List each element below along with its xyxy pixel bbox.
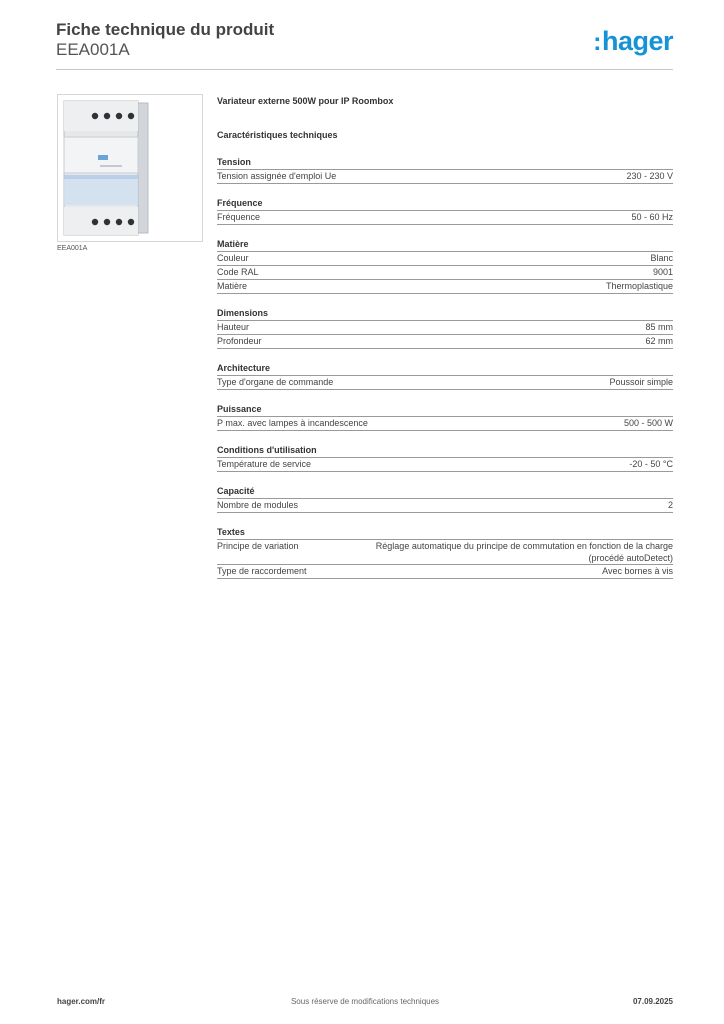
section-textes [217,527,673,579]
spec-row [217,266,673,280]
spec-label: P max. avec lampes à incandescence [217,418,368,428]
spec-value: 62 mm [645,336,673,346]
spec-label: Température de service [217,459,312,469]
spec-label: Principe de variation [217,541,299,551]
spec-row [217,280,673,294]
spec-label: Tension assignée d'emploi Ue [217,171,337,181]
spec-label: Hauteur [217,322,250,332]
spec-row [217,321,673,335]
section-conditions [217,445,673,472]
spec-row [217,170,673,184]
footer-date: 07.09.2025 [632,997,673,1006]
section-title: Puissance [217,404,673,417]
product-description: Variateur externe 500W pour IP Roombox [217,96,394,106]
spec-label: Type d'organe de commande [217,377,334,387]
section-dimensions [217,308,673,349]
spec-value: 50 - 60 Hz [631,212,673,222]
spec-content [217,96,673,579]
dimmer-module-icon [58,95,202,241]
spec-value: Blanc [650,253,673,263]
spec-value: 2 [667,500,673,510]
spec-value: 500 - 500 W [623,418,673,428]
section-title: Conditions d'utilisation [217,445,673,458]
logo-dots-icon: : [593,28,601,56]
spec-row [217,458,673,472]
spec-label: Nombre de modules [217,500,299,510]
section-title: Fréquence [217,198,673,211]
hager-logo [593,26,673,57]
spec-value: 9001 [652,267,673,277]
spec-row [217,499,673,513]
section-title: Architecture [217,363,673,376]
product-image [57,94,203,242]
section-title: Tension [217,157,673,170]
image-caption: EEA001A [57,245,88,252]
spec-label: Code RAL [217,267,259,277]
section-tension [217,157,673,184]
logo-text: hager [601,26,673,56]
technical-characteristics-title: Caractéristiques techniques [217,130,338,140]
section-title: Matière [217,239,673,252]
page-header [56,20,673,60]
spec-label: Couleur [217,253,249,263]
spec-value: Avec bornes à vis [602,566,673,576]
spec-value: Réglage automatique du principe de commutation en fonction de la charge (procédé autoDetect) [375,541,673,563]
section-matiere [217,239,673,294]
page-title: Fiche technique du produit [56,20,275,39]
section-architecture [217,363,673,390]
spec-row [217,335,673,349]
spec-value: Poussoir simple [609,377,673,387]
section-title: Dimensions [217,308,673,321]
section-capacite [217,486,673,513]
spec-label: Matière [217,281,248,291]
section-title: Capacité [217,486,673,499]
spec-row [217,540,673,565]
spec-row [217,417,673,431]
spec-value: 85 mm [645,322,673,332]
footer-website-link[interactable]: hager.com/fr [57,997,106,1006]
header-divider [56,69,673,70]
spec-row [217,211,673,225]
spec-row [217,252,673,266]
spec-label: Fréquence [217,212,261,222]
spec-value: Thermoplastique [605,281,673,291]
spec-value: -20 - 50 °C [629,459,673,469]
section-title: Textes [217,527,673,540]
product-reference: EEA001A [56,40,130,59]
spec-row [217,565,673,579]
spec-label: Profondeur [217,336,262,346]
section-frequence [217,198,673,225]
spec-label: Type de raccordement [217,566,307,576]
spec-value: 230 - 230 V [626,171,673,181]
footer-disclaimer: Sous réserve de modifications techniques [290,997,440,1006]
spec-row [217,376,673,390]
section-puissance [217,404,673,431]
